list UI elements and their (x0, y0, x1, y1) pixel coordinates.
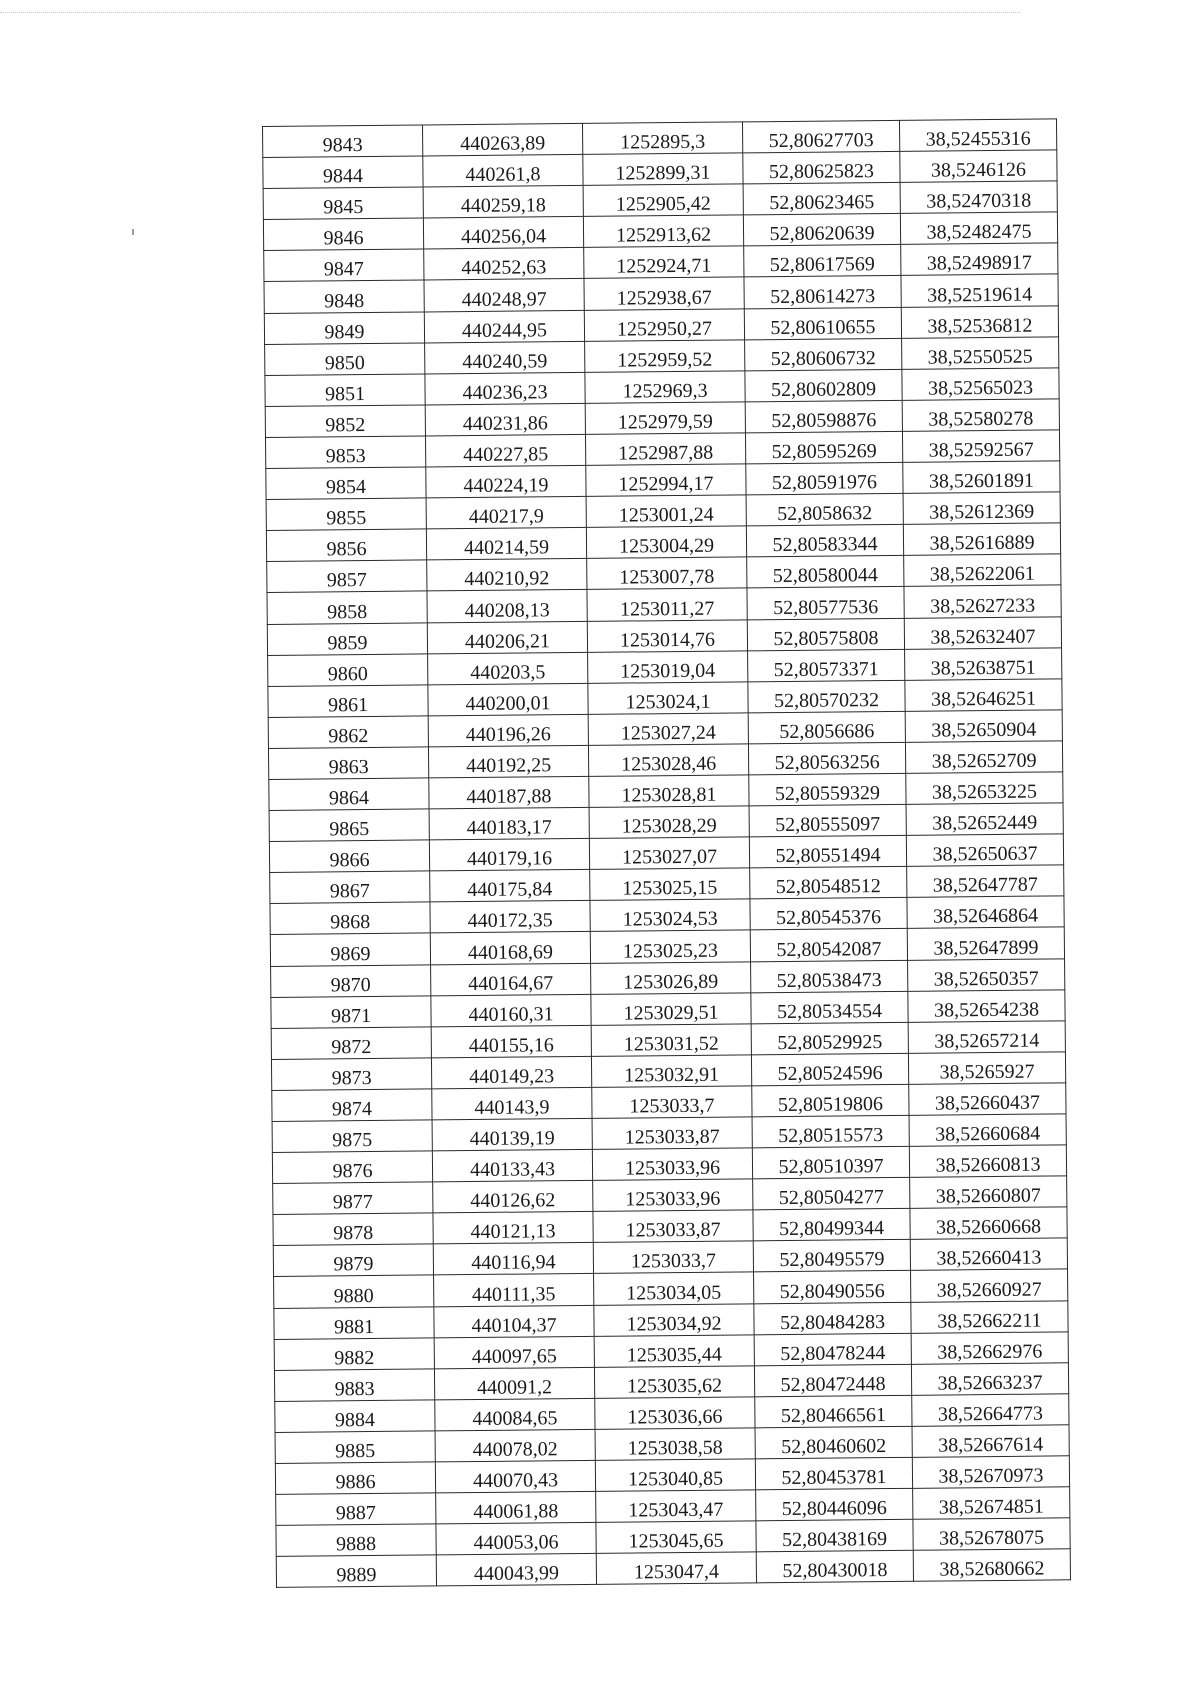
coord-x-cell: 440179,16 (429, 839, 589, 872)
coord-y-cell: 1253028,46 (588, 744, 748, 777)
longitude-cell: 38,52660807 (910, 1176, 1067, 1209)
longitude-cell: 38,52616889 (903, 523, 1060, 556)
coord-y-cell: 1253031,52 (591, 1024, 751, 1057)
longitude-cell: 38,52647899 (907, 927, 1064, 960)
longitude-cell: 38,52662211 (911, 1300, 1068, 1333)
point-number-cell: 9876 (272, 1151, 432, 1184)
latitude-cell: 52,80524596 (751, 1053, 908, 1086)
point-number-cell: 9888 (276, 1524, 436, 1557)
coord-y-cell: 1253004,29 (586, 526, 746, 559)
latitude-cell: 52,8058632 (746, 493, 903, 526)
point-number-cell: 9882 (274, 1338, 434, 1371)
point-number-cell: 9843 (263, 125, 423, 158)
coord-x-cell: 440214,59 (426, 528, 586, 561)
table-row (276, 1549, 1070, 1588)
coord-y-cell: 1253047,4 (596, 1552, 756, 1585)
latitude-cell: 52,80478244 (754, 1333, 911, 1366)
point-number-cell: 9858 (267, 591, 427, 624)
latitude-cell: 52,80453781 (755, 1457, 912, 1490)
longitude-cell: 38,52660927 (911, 1269, 1068, 1302)
latitude-cell: 52,80591976 (746, 462, 903, 495)
latitude-cell: 52,80577536 (747, 587, 904, 620)
point-number-cell: 9854 (266, 467, 426, 500)
latitude-cell: 52,80583344 (746, 525, 903, 558)
longitude-cell: 38,52638751 (905, 647, 1062, 680)
coord-x-cell: 440078,02 (435, 1429, 595, 1462)
point-number-cell: 9852 (265, 405, 425, 438)
point-number-cell: 9859 (267, 622, 427, 655)
coordinates-table-body (263, 119, 1071, 1588)
longitude-cell: 38,52652449 (906, 803, 1063, 836)
coord-y-cell: 1253035,62 (594, 1366, 754, 1399)
latitude-cell: 52,80551494 (749, 836, 906, 869)
latitude-cell: 52,80623465 (743, 183, 900, 216)
coord-y-cell: 1253025,23 (590, 930, 750, 963)
longitude-cell: 38,52580278 (902, 399, 1059, 432)
longitude-cell: 38,52660813 (909, 1145, 1066, 1178)
longitude-cell: 38,52660413 (910, 1238, 1067, 1271)
coord-y-cell: 1253027,07 (589, 837, 749, 870)
coord-y-cell: 1252905,42 (583, 184, 743, 217)
longitude-cell: 38,52674851 (913, 1487, 1070, 1520)
longitude-cell: 38,52519614 (901, 274, 1058, 307)
coord-y-cell: 1253014,76 (587, 619, 747, 652)
longitude-cell: 38,52667614 (912, 1425, 1069, 1458)
latitude-cell: 52,80545376 (750, 898, 907, 931)
latitude-cell: 52,80573371 (748, 649, 905, 682)
point-number-cell: 9846 (263, 218, 423, 251)
coord-y-cell: 1253026,89 (591, 961, 751, 994)
point-number-cell: 9874 (272, 1089, 432, 1122)
coord-x-cell: 440043,99 (436, 1554, 596, 1587)
point-number-cell: 9849 (264, 312, 424, 345)
point-number-cell: 9860 (268, 654, 428, 687)
latitude-cell: 52,80490556 (754, 1271, 911, 1304)
longitude-cell: 38,52663237 (911, 1363, 1068, 1396)
coord-x-cell: 440070,43 (435, 1460, 595, 1493)
coord-x-cell: 440168,69 (430, 932, 590, 965)
coord-x-cell: 440139,19 (432, 1118, 592, 1151)
point-number-cell: 9880 (274, 1275, 434, 1308)
longitude-cell: 38,5265927 (908, 1052, 1065, 1085)
latitude-cell: 52,80606732 (745, 338, 902, 371)
longitude-cell: 38,52650357 (908, 958, 1065, 991)
coord-x-cell: 440192,25 (428, 745, 588, 778)
latitude-cell: 52,80534554 (751, 991, 908, 1024)
coord-y-cell: 1253027,24 (588, 713, 748, 746)
latitude-cell: 52,80595269 (745, 431, 902, 464)
point-number-cell: 9855 (266, 498, 426, 531)
latitude-cell: 52,80466561 (755, 1395, 912, 1428)
point-number-cell: 9861 (268, 685, 428, 718)
coord-y-cell: 1252938,67 (584, 277, 744, 310)
coord-x-cell: 440227,85 (425, 434, 585, 467)
coord-y-cell: 1252969,3 (585, 371, 745, 404)
coord-y-cell: 1253045,65 (596, 1521, 756, 1554)
coord-y-cell: 1253033,87 (592, 1117, 752, 1150)
longitude-cell: 38,52652709 (905, 741, 1062, 774)
coord-x-cell: 440259,18 (423, 186, 583, 219)
coord-x-cell: 440208,13 (427, 590, 587, 623)
latitude-cell: 52,80430018 (756, 1551, 913, 1584)
coord-x-cell: 440061,88 (436, 1491, 596, 1524)
latitude-cell: 52,80529925 (751, 1022, 908, 1055)
coord-x-cell: 440133,43 (432, 1149, 592, 1182)
coord-y-cell: 1253035,44 (594, 1334, 754, 1367)
coord-y-cell: 1253029,51 (591, 992, 751, 1025)
point-number-cell: 9886 (275, 1462, 435, 1495)
longitude-cell: 38,52660668 (910, 1207, 1067, 1240)
coord-x-cell: 440084,65 (435, 1398, 595, 1431)
coord-x-cell: 440203,5 (428, 652, 588, 685)
coord-x-cell: 440217,9 (426, 497, 586, 530)
coord-y-cell: 1252913,62 (583, 215, 743, 248)
latitude-cell: 52,80504277 (753, 1178, 910, 1211)
longitude-cell: 38,52632407 (904, 616, 1061, 649)
latitude-cell: 52,80580044 (747, 556, 904, 589)
coord-y-cell: 1253043,47 (596, 1490, 756, 1523)
latitude-cell: 52,80598876 (745, 400, 902, 433)
longitude-cell: 38,52601891 (903, 461, 1060, 494)
point-number-cell: 9872 (271, 1027, 431, 1060)
coord-y-cell: 1253040,85 (595, 1459, 755, 1492)
coord-x-cell: 440187,88 (429, 776, 589, 809)
coord-y-cell: 1253036,66 (595, 1397, 755, 1430)
point-number-cell: 9844 (263, 156, 423, 189)
longitude-cell: 38,52670973 (912, 1456, 1069, 1489)
latitude-cell: 52,80460602 (755, 1426, 912, 1459)
point-number-cell: 9877 (273, 1182, 433, 1215)
coord-y-cell: 1253024,53 (590, 899, 750, 932)
point-number-cell: 9870 (271, 964, 431, 997)
coord-y-cell: 1253033,7 (592, 1086, 752, 1119)
coord-x-cell: 440200,01 (428, 683, 588, 716)
longitude-cell: 38,52482475 (900, 212, 1057, 245)
point-number-cell: 9878 (273, 1213, 433, 1246)
coord-y-cell: 1253007,78 (587, 557, 747, 590)
coord-y-cell: 1253034,92 (594, 1303, 754, 1336)
coord-x-cell: 440263,89 (422, 123, 582, 156)
coord-y-cell: 1252895,3 (582, 122, 742, 155)
latitude-cell: 52,80542087 (750, 929, 907, 962)
latitude-cell: 52,80570232 (748, 680, 905, 713)
point-number-cell: 9863 (268, 747, 428, 780)
coord-x-cell: 440126,62 (433, 1181, 593, 1214)
point-number-cell: 9857 (267, 560, 427, 593)
latitude-cell: 52,80602809 (745, 369, 902, 402)
latitude-cell: 52,80610655 (744, 307, 901, 340)
coord-x-cell: 440121,13 (433, 1212, 593, 1245)
coord-x-cell: 440053,06 (436, 1523, 596, 1556)
point-number-cell: 9881 (274, 1306, 434, 1339)
point-number-cell: 9867 (270, 871, 430, 904)
latitude-cell: 52,80614273 (744, 276, 901, 309)
latitude-cell: 52,80499344 (753, 1209, 910, 1242)
longitude-cell: 38,52650904 (905, 710, 1062, 743)
coord-x-cell: 440116,94 (433, 1243, 593, 1276)
point-number-cell: 9873 (271, 1058, 431, 1091)
point-number-cell: 9885 (275, 1431, 435, 1464)
coord-y-cell: 1253024,1 (588, 682, 748, 715)
longitude-cell: 38,52455316 (899, 119, 1056, 152)
latitude-cell: 52,80484283 (754, 1302, 911, 1335)
coord-x-cell: 440206,21 (427, 621, 587, 654)
longitude-cell: 38,52565023 (902, 368, 1059, 401)
longitude-cell: 38,52664773 (912, 1394, 1069, 1427)
point-number-cell: 9883 (274, 1369, 434, 1402)
longitude-cell: 38,52662976 (911, 1331, 1068, 1364)
latitude-cell: 52,80555097 (749, 804, 906, 837)
longitude-cell: 38,52680662 (913, 1549, 1070, 1582)
latitude-cell: 52,80617569 (744, 245, 901, 278)
latitude-cell: 52,80538473 (751, 960, 908, 993)
latitude-cell: 52,80548512 (750, 867, 907, 900)
latitude-cell: 52,80472448 (754, 1364, 911, 1397)
coord-x-cell: 440164,67 (431, 963, 591, 996)
latitude-cell: 52,80620639 (743, 214, 900, 247)
point-number-cell: 9847 (264, 249, 424, 282)
coord-y-cell: 1253034,05 (594, 1272, 754, 1305)
point-number-cell: 9862 (268, 716, 428, 749)
longitude-cell: 38,52646864 (907, 896, 1064, 929)
coord-x-cell: 440175,84 (430, 870, 590, 903)
point-number-cell: 9875 (272, 1120, 432, 1153)
point-number-cell: 9871 (271, 996, 431, 1029)
longitude-cell: 38,52498917 (901, 243, 1058, 276)
coord-x-cell: 440104,37 (434, 1305, 594, 1338)
coord-y-cell: 1252994,17 (586, 464, 746, 497)
coord-x-cell: 440097,65 (434, 1336, 594, 1369)
point-number-cell: 9868 (270, 902, 430, 935)
longitude-cell: 38,52678075 (913, 1518, 1070, 1551)
coord-x-cell: 440261,8 (423, 155, 583, 188)
coord-y-cell: 1253001,24 (586, 495, 746, 528)
longitude-cell: 38,52622061 (904, 554, 1061, 587)
coord-y-cell: 1253033,96 (592, 1148, 752, 1181)
coord-y-cell: 1252987,88 (585, 433, 745, 466)
longitude-cell: 38,52627233 (904, 585, 1061, 618)
latitude-cell: 52,80625823 (743, 151, 900, 184)
latitude-cell: 52,80495579 (753, 1240, 910, 1273)
coord-y-cell: 1253033,7 (593, 1241, 753, 1274)
coord-y-cell: 1252899,31 (583, 153, 743, 186)
latitude-cell: 52,80559329 (749, 773, 906, 806)
coord-y-cell: 1253038,58 (595, 1428, 755, 1461)
point-number-cell: 9889 (276, 1555, 436, 1588)
longitude-cell: 38,52660437 (909, 1083, 1066, 1116)
longitude-cell: 38,52654238 (908, 989, 1065, 1022)
coord-x-cell: 440224,19 (426, 465, 586, 498)
point-number-cell: 9853 (265, 436, 425, 469)
coord-y-cell: 1253019,04 (588, 650, 748, 683)
coord-y-cell: 1253025,15 (590, 868, 750, 901)
point-number-cell: 9864 (269, 778, 429, 811)
point-number-cell: 9879 (273, 1244, 433, 1277)
longitude-cell: 38,52536812 (901, 305, 1058, 338)
latitude-cell: 52,80519806 (752, 1084, 909, 1117)
point-number-cell: 9848 (264, 280, 424, 313)
coord-x-cell: 440143,9 (432, 1087, 592, 1120)
coord-x-cell: 440248,97 (424, 279, 584, 312)
coord-x-cell: 440149,23 (431, 1056, 591, 1089)
latitude-cell: 52,80563256 (748, 742, 905, 775)
point-number-cell: 9865 (269, 809, 429, 842)
longitude-cell: 38,52470318 (900, 181, 1057, 214)
point-number-cell: 9887 (276, 1493, 436, 1526)
longitude-cell: 38,5246126 (900, 150, 1057, 183)
coord-x-cell: 440240,59 (425, 341, 585, 374)
longitude-cell: 38,52647787 (907, 865, 1064, 898)
longitude-cell: 38,52653225 (906, 772, 1063, 805)
coord-y-cell: 1253011,27 (587, 588, 747, 621)
coord-x-cell: 440236,23 (425, 372, 585, 405)
coord-x-cell: 440231,86 (425, 403, 585, 436)
coord-x-cell: 440196,26 (428, 714, 588, 747)
point-number-cell: 9850 (265, 343, 425, 376)
longitude-cell: 38,52650637 (906, 834, 1063, 867)
coord-y-cell: 1252950,27 (584, 308, 744, 341)
coord-y-cell: 1252924,71 (584, 246, 744, 279)
point-number-cell: 9856 (266, 529, 426, 562)
coord-x-cell: 440244,95 (424, 310, 584, 343)
coord-y-cell: 1253028,29 (589, 806, 749, 839)
coord-x-cell: 440111,35 (434, 1274, 594, 1307)
coord-x-cell: 440172,35 (430, 901, 590, 934)
point-number-cell: 9869 (270, 933, 430, 966)
latitude-cell: 52,80515573 (752, 1115, 909, 1148)
point-number-cell: 9884 (275, 1400, 435, 1433)
latitude-cell: 52,80510397 (752, 1146, 909, 1179)
coord-x-cell: 440210,92 (427, 559, 587, 592)
coord-y-cell: 1253028,81 (589, 775, 749, 808)
coord-x-cell: 440183,17 (429, 807, 589, 840)
scan-speck-mark (132, 229, 134, 235)
coord-y-cell: 1252979,59 (585, 402, 745, 435)
latitude-cell: 52,80438169 (756, 1520, 913, 1553)
coord-x-cell: 440155,16 (431, 1025, 591, 1058)
coord-y-cell: 1253033,96 (593, 1179, 753, 1212)
point-number-cell: 9851 (265, 374, 425, 407)
longitude-cell: 38,52646251 (905, 679, 1062, 712)
longitude-cell: 38,52550525 (902, 337, 1059, 370)
latitude-cell: 52,80446096 (756, 1488, 913, 1521)
coord-y-cell: 1253032,91 (591, 1055, 751, 1088)
scan-edge-line (0, 12, 1020, 13)
coord-y-cell: 1253033,87 (593, 1210, 753, 1243)
point-number-cell: 9845 (263, 187, 423, 220)
coord-x-cell: 440160,31 (431, 994, 591, 1027)
coord-y-cell: 1252959,52 (585, 340, 745, 373)
coord-x-cell: 440091,2 (434, 1367, 594, 1400)
coord-x-cell: 440256,04 (423, 217, 583, 250)
latitude-cell: 52,80575808 (747, 618, 904, 651)
longitude-cell: 38,52592567 (902, 430, 1059, 463)
latitude-cell: 52,80627703 (742, 120, 899, 153)
latitude-cell: 52,8056686 (748, 711, 905, 744)
longitude-cell: 38,52612369 (903, 492, 1060, 525)
longitude-cell: 38,52660684 (909, 1114, 1066, 1147)
coord-x-cell: 440252,63 (424, 248, 584, 281)
longitude-cell: 38,52657214 (908, 1021, 1065, 1054)
point-number-cell: 9866 (269, 840, 429, 873)
coordinates-table (262, 118, 1071, 1588)
